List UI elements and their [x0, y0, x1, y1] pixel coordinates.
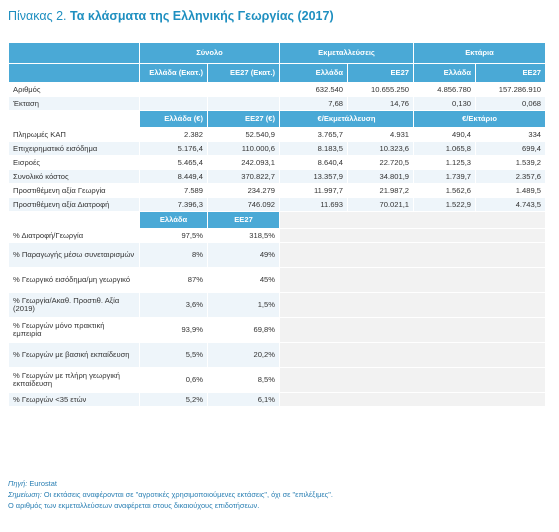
row-value: 13.357,9	[280, 170, 348, 184]
section1-body	[9, 83, 546, 111]
row-value: 7.396,3	[140, 198, 208, 212]
row-value: 234.279	[208, 184, 280, 198]
table-row	[9, 343, 546, 368]
row-value: 11.997,7	[280, 184, 348, 198]
table-row	[9, 268, 546, 293]
section3-header-spacer	[9, 212, 140, 229]
table-row	[9, 243, 546, 268]
row-value: 10.655.250	[348, 83, 414, 97]
row-value: 1.522,9	[414, 198, 476, 212]
sub-header-eu27-mil: ΕΕ27 (Εκατ.)	[208, 64, 280, 83]
empty-area	[280, 212, 546, 229]
sub-header-greece: Ελλάδα	[414, 64, 476, 83]
row-value: 8%	[140, 243, 208, 268]
row-value	[208, 83, 280, 97]
table-row	[9, 393, 546, 407]
section2-body	[9, 128, 546, 212]
row-label: % Γεωργών <35 ετών	[9, 393, 140, 407]
row-label: Αριθμός	[9, 83, 140, 97]
row-label: Έκταση	[9, 97, 140, 111]
row-value: 11.693	[280, 198, 348, 212]
row-value: 4.931	[348, 128, 414, 142]
empty-cell	[280, 243, 546, 268]
row-value	[140, 83, 208, 97]
row-value: 699,4	[476, 142, 546, 156]
row-value: 1.489,5	[476, 184, 546, 198]
source-lead: Πηγή:	[8, 479, 28, 488]
row-label: % Γεωργών με πλήρη γεωργική εκπαίδευση	[9, 368, 140, 393]
row-value: 69,8%	[208, 318, 280, 343]
table-row	[9, 97, 546, 111]
row-value: 0,130	[414, 97, 476, 111]
section2-header-spacer	[9, 111, 140, 128]
row-value: 1,5%	[208, 293, 280, 318]
row-value: 20,2%	[208, 343, 280, 368]
table-notes	[8, 478, 333, 511]
empty-cell	[280, 318, 546, 343]
row-value: 242.093,1	[208, 156, 280, 170]
sub-header-greece-mil: Ελλάδα (Εκατ.)	[140, 64, 208, 83]
table-number: Πίνακας 2.	[8, 9, 67, 23]
sub-header-eu27: ΕΕ27	[348, 64, 414, 83]
row-value: 370.822,7	[208, 170, 280, 184]
note-lead: Σημείωση:	[8, 490, 42, 499]
row-value: 6,1%	[208, 393, 280, 407]
row-label: % Παραγωγής μέσω συνεταιρισμών	[9, 243, 140, 268]
row-value: 2.357,6	[476, 170, 546, 184]
row-value: 1.562,6	[414, 184, 476, 198]
group-header-synolo: Σύνολο	[140, 43, 280, 64]
row-value: 110.000,6	[208, 142, 280, 156]
sub-header-corner	[9, 64, 140, 83]
row-value: 5.176,4	[140, 142, 208, 156]
row-value: 22.720,5	[348, 156, 414, 170]
group-header-holdings: Εκμεταλλεύσεις	[280, 43, 414, 64]
row-value: 157.286.910	[476, 83, 546, 97]
row-label: % Διατροφή/Γεωργία	[9, 229, 140, 243]
note-text: Οι εκτάσεις αναφέρονται σε "αγροτικές χρησιμοποιούμενες εκτάσεις", όχι σε "επιλέξιμες".	[43, 490, 333, 499]
table-row	[9, 229, 546, 243]
row-value: 7,68	[280, 97, 348, 111]
row-label: Προστιθέμενη αξία Διατροφή	[9, 198, 140, 212]
header-greece: Ελλάδα	[140, 212, 208, 229]
table-row	[9, 368, 546, 393]
row-value: 5,2%	[140, 393, 208, 407]
table-row	[9, 156, 546, 170]
row-label: Εισροές	[9, 156, 140, 170]
header-per-hectare: €/Εκτάριο	[414, 111, 546, 128]
table-row	[9, 318, 546, 343]
row-label: % Γεωργία/Ακαθ. Προστιθ. Αξία (2019)	[9, 293, 140, 318]
table-title-text: Τα κλάσματα της Ελληνικής Γεωργίας (2017)	[70, 9, 334, 23]
table-row	[9, 128, 546, 142]
row-value: 1.739,7	[414, 170, 476, 184]
row-value	[208, 97, 280, 111]
row-value: 746.092	[208, 198, 280, 212]
row-value: 8.640,4	[280, 156, 348, 170]
section3-header-row	[9, 212, 546, 229]
row-label: Επιχειρηματικό εισόδημα	[9, 142, 140, 156]
row-value: 334	[476, 128, 546, 142]
row-label: Προστιθέμενη αξία Γεωργία	[9, 184, 140, 198]
row-value: 490,4	[414, 128, 476, 142]
row-value: 93,9%	[140, 318, 208, 343]
empty-cell	[280, 268, 546, 293]
agriculture-fractions-table	[8, 42, 546, 407]
row-value: 8.449,4	[140, 170, 208, 184]
sub-header-row	[9, 64, 546, 83]
row-value: 70.021,1	[348, 198, 414, 212]
row-value: 318,5%	[208, 229, 280, 243]
section3-body	[9, 229, 546, 407]
sub-header-eu27: ΕΕ27	[476, 64, 546, 83]
row-label: % Γεωργών μόνο πρακτική εμπειρία	[9, 318, 140, 343]
row-value: 1.065,8	[414, 142, 476, 156]
table-row	[9, 170, 546, 184]
row-value: 3.765,7	[280, 128, 348, 142]
row-value: 2.382	[140, 128, 208, 142]
header-corner	[9, 43, 140, 64]
row-value: 8.183,5	[280, 142, 348, 156]
empty-cell	[280, 229, 546, 243]
row-value: 97,5%	[140, 229, 208, 243]
note-line-2: Ο αριθμός των εκμεταλλεύσεων αναφέρεται στους δικαιούχους επιδοτήσεων.	[8, 501, 260, 510]
empty-cell	[280, 343, 546, 368]
table-row	[9, 83, 546, 97]
table-title	[8, 9, 334, 23]
row-value: 14,76	[348, 97, 414, 111]
empty-cell	[280, 393, 546, 407]
source-line	[8, 478, 333, 489]
row-value: 1.125,3	[414, 156, 476, 170]
header-per-holding: €/Εκμετάλλευση	[280, 111, 414, 128]
row-value: 49%	[208, 243, 280, 268]
table-row	[9, 198, 546, 212]
header-greece-eur: Ελλάδα (€)	[140, 111, 208, 128]
table-row	[9, 142, 546, 156]
row-value: 0,6%	[140, 368, 208, 393]
row-label: % Γεωργικό εισόδημα/μη γεωργικό	[9, 268, 140, 293]
row-value: 7.589	[140, 184, 208, 198]
empty-cell	[280, 368, 546, 393]
row-value: 5,5%	[140, 343, 208, 368]
row-value: 5.465,4	[140, 156, 208, 170]
row-value: 4.856.780	[414, 83, 476, 97]
empty-cell	[280, 293, 546, 318]
header-eu27: ΕΕ27	[208, 212, 280, 229]
row-value: 4.743,5	[476, 198, 546, 212]
row-value: 45%	[208, 268, 280, 293]
group-header-hectares: Εκτάρια	[414, 43, 546, 64]
group-header-row	[9, 43, 546, 64]
header-eu27-eur: ΕΕ27 (€)	[208, 111, 280, 128]
row-label: % Γεωργών με βασική εκπαίδευση	[9, 343, 140, 368]
note-line	[8, 489, 333, 500]
row-value: 3,6%	[140, 293, 208, 318]
row-value: 0,068	[476, 97, 546, 111]
section2-header-row	[9, 111, 546, 128]
row-value: 632.540	[280, 83, 348, 97]
row-value	[140, 97, 208, 111]
sub-header-greece: Ελλάδα	[280, 64, 348, 83]
row-value: 34.801,9	[348, 170, 414, 184]
row-value: 1.539,2	[476, 156, 546, 170]
row-value: 21.987,2	[348, 184, 414, 198]
row-label: Συνολικό κόστος	[9, 170, 140, 184]
row-value: 8,5%	[208, 368, 280, 393]
table-row	[9, 293, 546, 318]
row-value: 52.540,9	[208, 128, 280, 142]
row-value: 10.323,6	[348, 142, 414, 156]
table-row	[9, 184, 546, 198]
row-label: Πληρωμές ΚΑΠ	[9, 128, 140, 142]
row-value: 87%	[140, 268, 208, 293]
source-text: Eurostat	[29, 479, 57, 488]
